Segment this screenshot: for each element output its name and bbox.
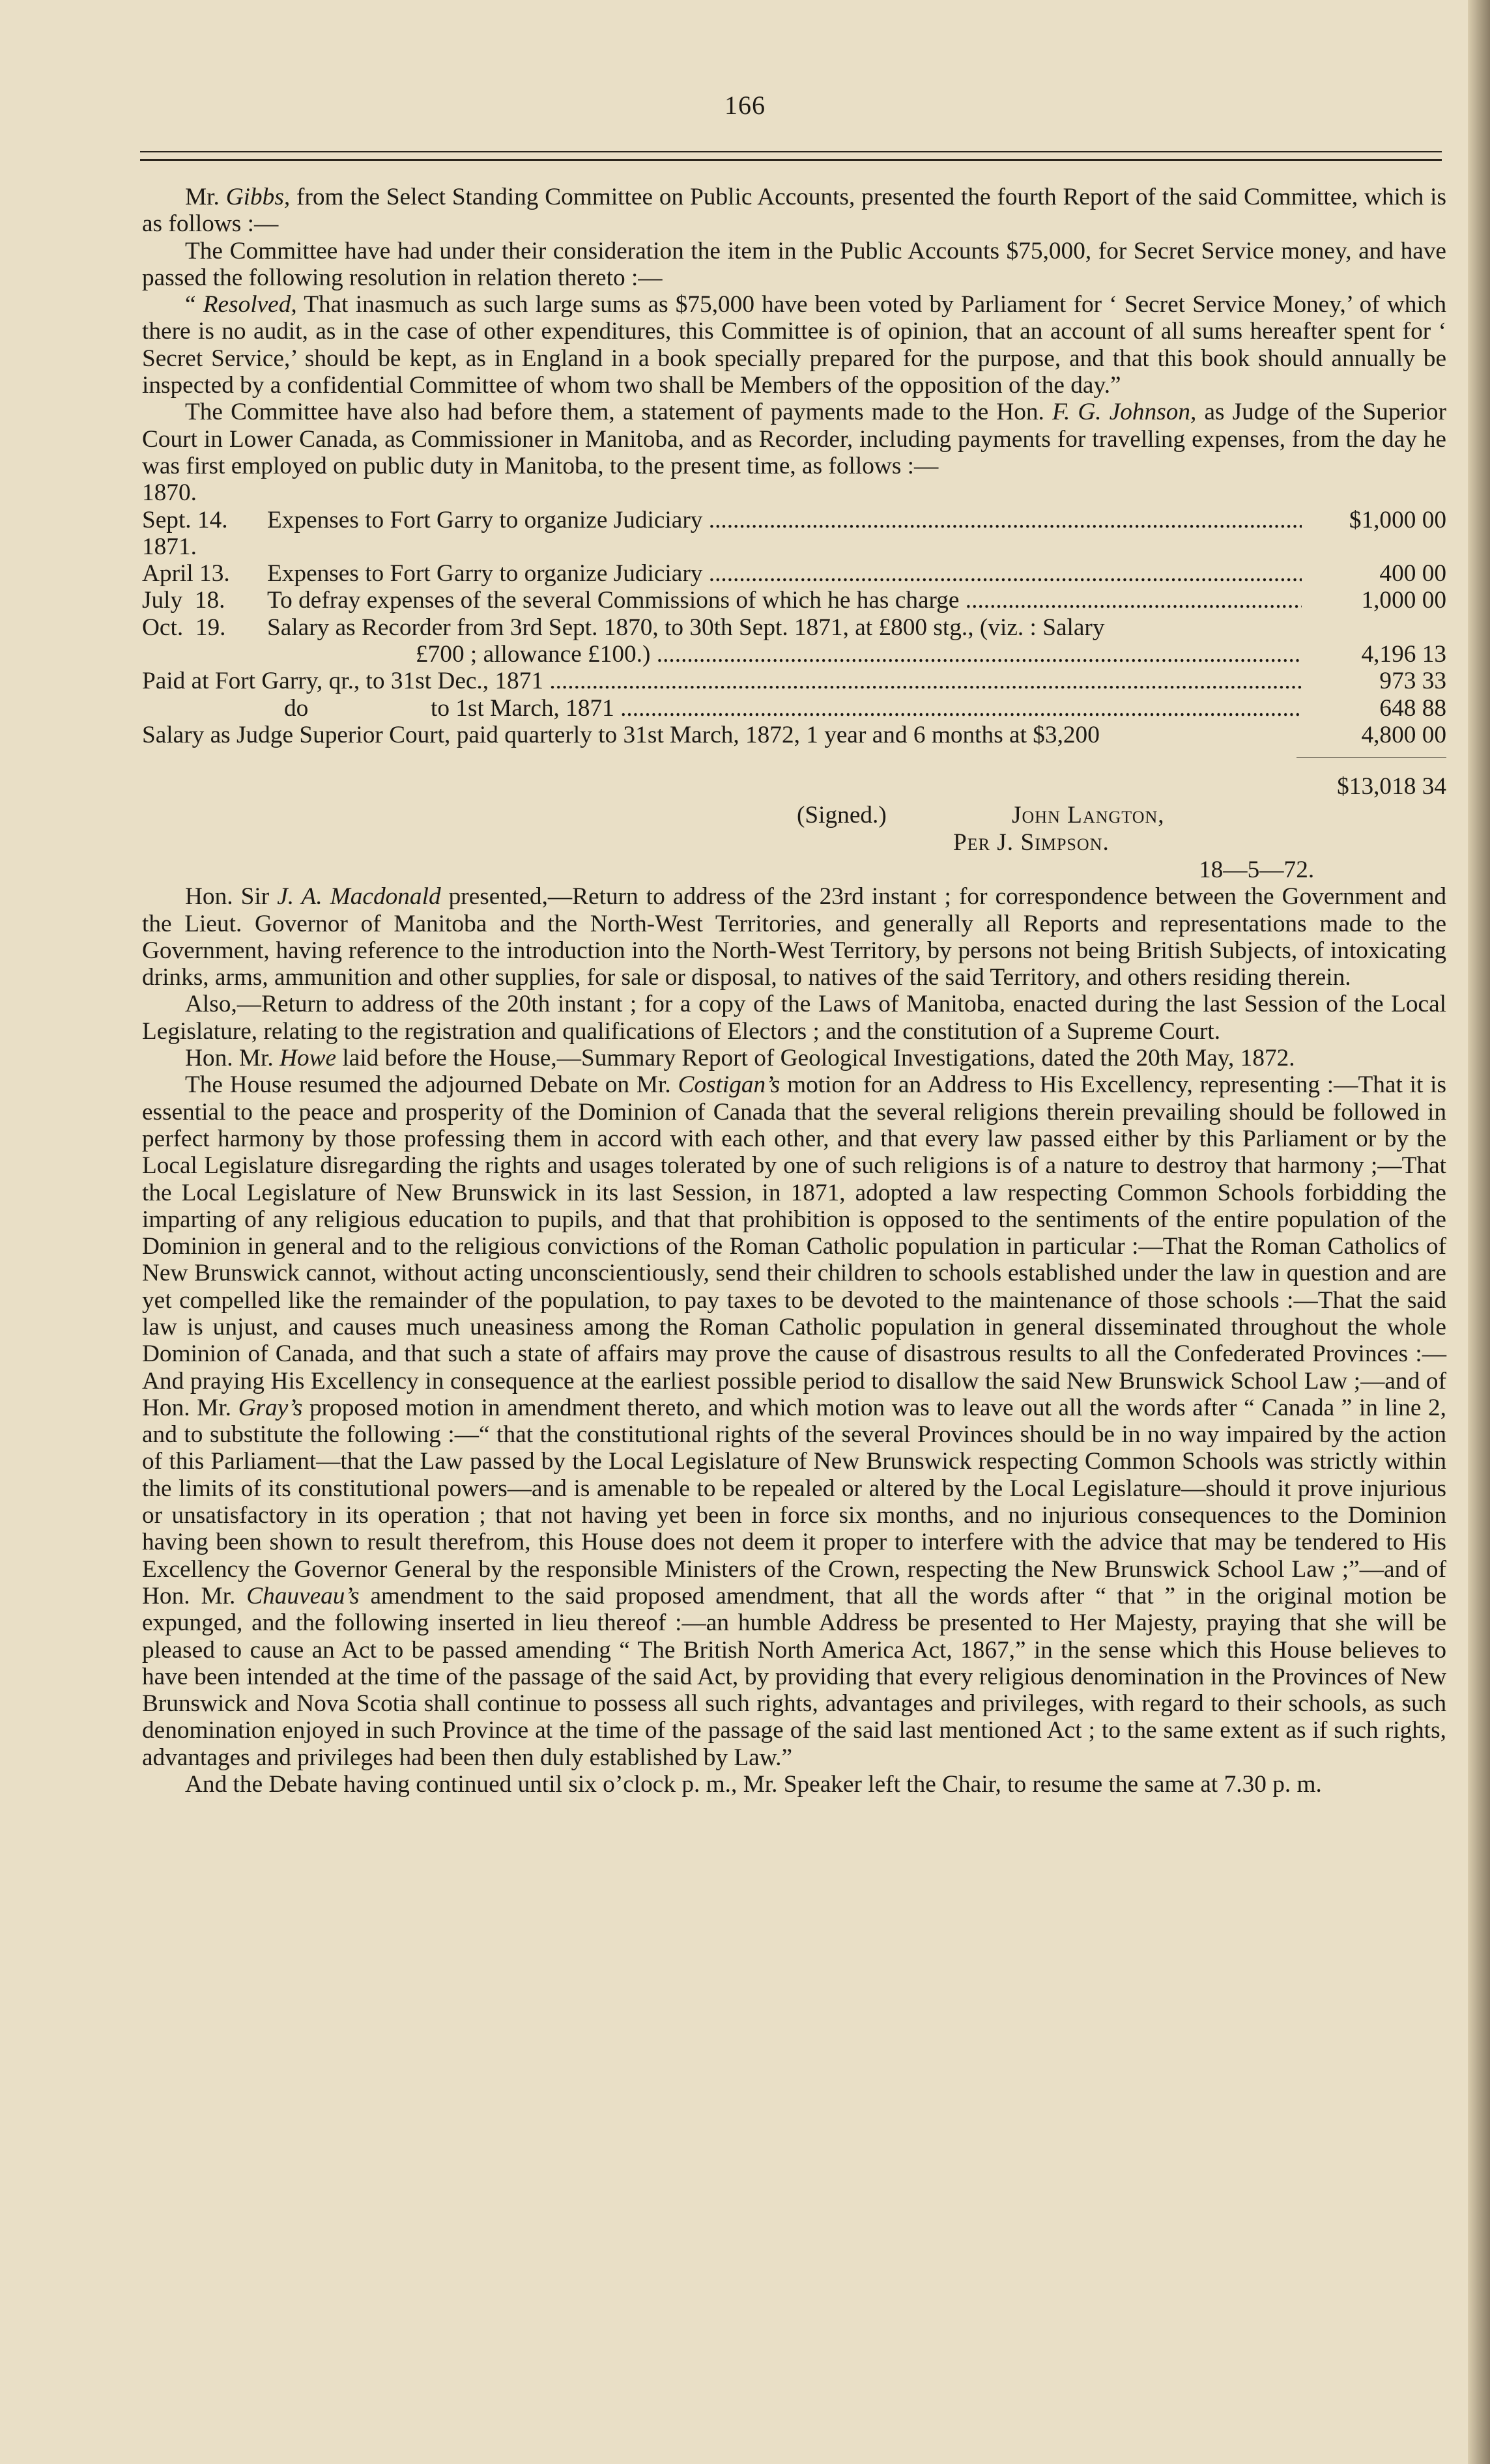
- ledger-amount: 400 00: [1379, 560, 1446, 588]
- adjournment-paragraph: And the Debate having continued until six o’clock p. m., Mr. Speaker left the Chair, to resume the same at 7.30 p. m.: [185, 1771, 1322, 1798]
- ledger-amount: $1,000 00: [1349, 506, 1446, 533]
- member-name: F. G. Johnson,: [1052, 399, 1197, 426]
- member-name: J. A. Macdonald: [277, 883, 441, 911]
- ledger-date: Oct. 19.: [142, 614, 226, 641]
- manitoba-laws-return-paragraph: Also,—Return to address of the 20th instant ; for a copy of the Laws of Manitoba, enacted during the last Session of the Local Legislature, relating to the registration and qualifications of Electors ; and the constitution of a Supreme Court.: [142, 991, 1446, 1045]
- page-number: 166: [724, 91, 766, 120]
- page-body: [142, 184, 1446, 1798]
- member-name: Chauveau’s: [246, 1582, 360, 1609]
- ledger-description: Expenses to Fort Garry to organize Judiciary .....: [267, 507, 1302, 533]
- member-name: Howe: [279, 1045, 337, 1072]
- ledger-amount: 4,800 00: [1361, 721, 1446, 748]
- ledger-total: $13,018 34: [1337, 773, 1446, 800]
- macdonald-return-paragraph: Hon. Sir J. A. Macdonald presented,—Return to address of the 23rd instant ; for correspondence between the Government and the Lieut. Governor of Manitoba and the North-West Territories, and generally all Reports and representations made to the Government, having reference to the introduction into the North-West Territory, by persons not being British Subjects, of intoxicating drinks, arms, ammunition and other supplies, for sale or disposal, to natives of the said Territory, and others residing therein.: [142, 883, 1446, 991]
- signature-date: 18—5—72.: [1199, 857, 1315, 884]
- report-presentation-paragraph: Mr. Gibbs, from the Select Standing Committee on Public Accounts, presented the fourth Report of the said Committee, which is as follows :—: [142, 184, 1446, 238]
- member-name: Gibbs,: [225, 184, 291, 210]
- resolution-paragraph: “ Resolved, That inasmuch as such large sums as $75,000 have been voted by Parliament for ‘ Secret Service Money,’ of which there is no audit, as in the case of other expenditures, this Committee is of opinion, that an account of all sums hereafter spent for ‘ Secret Service,’ should be kept, as in England in a book specially prepared for the purpose, and that this book should annually be inspected by a confidential Committee of whom two shall be Members of the opposition of the day.”: [142, 291, 1446, 399]
- member-name: Costigan’s: [678, 1071, 781, 1099]
- ledger-description: to 1st March, 1871 .....: [431, 695, 1302, 722]
- ledger-description: £700 ; allowance £100.) .....: [142, 641, 1302, 668]
- geological-report-paragraph: Hon. Mr. Howe laid before the House,—Summary Report of Geological Investigations, dated the 20th May, 1872.: [185, 1045, 1295, 1072]
- signatory-name: John Langton,: [1012, 802, 1165, 829]
- page-edge: [1468, 0, 1490, 2464]
- signatory-per: Per J. Simpson.: [953, 829, 1110, 857]
- ledger-amount: 648 88: [1379, 694, 1446, 722]
- ledger-amount: 1,000 00: [1361, 587, 1446, 614]
- debate-paragraph: The House resumed the adjourned Debate on Mr. Costigan’s motion for an Address to His Excellency, representing :—That it is essential to the peace and prosperity of the Dominion of Canada that the several religions therein prevailing should be followed in perfect harmony by those professing them in accord with each other, and that every law passed either by this Parliament or by the Local Legislature disregarding the rights and usages tolerated by one of such religions is of a nature to destroy that harmony ;—That the Local Legislature of New Brunswick in its last Session, in 1871, adopted a law respecting Common Schools forbidding the imparting of any religious education to pupils, and that that prohibition is opposed to the sentiments of the entire population of the Dominion in general and to the religious convictions of the Roman Catholic population in particular :—That the Roman Catholics of New Brunswick cannot, without acting unconscientiously, send their children to schools established under the law in question and are yet compelled like the remainder of the population, to pay taxes to be devoted to the maintenance of those schools :—That the said law is unjust, and causes much uneasiness among the Roman Catholic population in general disseminated throughout the whole Dominion of Canada, and that such a state of affairs may prove the cause of disastrous results to all the Confederated Provinces :—And praying His Excellency in consequence at the earliest possible period to disallow the said New Brunswick School Law ;—and of Hon. Mr. Gray’s proposed motion in amendment thereto, and which motion was to leave out all the words after “ Canada ” in line 2, and to substitute the following :—“ that the constitutional rights of the several Provinces should be in no way impaired by the action of this Parliament—that the Law passed by the Local Legislature of New Brunswick respecting Common Schools was strictly within the limits of its constitutional powers—and is amenable to be repealed or altered by the Local Legislature—should it prove injurious or unsatisfactory in its operation ; that not having yet been in force six months, and no injurious consequences to the Dominion having been shown to result therefrom, this House does not deem it proper to interfere with the advice that may be tendered to His Excellency the Governor General by the responsible Ministers of the Crown, respecting the New Brunswick School Law ;”—and of Hon. Mr. Chauveau’s amendment to the said proposed amendment, that all the words after “ that ” in the original motion be expunged, and the following inserted in lieu thereof :—an humble Address be presented to Her Majesty, praying that she will be pleased to cause an Act to be passed amending “ The British North America Act, 1867,” in the sense which this House believes to have been intended at the time of the passage of the said Act, by providing that every religious denomination in the Provinces of New Brunswick and Nova Scotia shall continue to possess all such rights, advantages and privileges, with regard to their schools, as such denomination enjoyed in such Province at the time of the passage of the said last mentioned Act ; to the same extent as if such rights, advantages and privileges had been then duly established by Law.”: [142, 1071, 1446, 1771]
- ledger-description: To defray expenses of the several Commissions of which he has charge .....: [267, 587, 1302, 614]
- ledger-amount: 973 33: [1379, 668, 1446, 695]
- ledger-description: Salary as Recorder from 3rd Sept. 1870, to 30th Sept. 1871, at £800 stg., (viz. : Salary: [267, 614, 1105, 641]
- resolved-word: Resolved,: [203, 291, 297, 319]
- ledger-date: April 13.: [142, 560, 230, 588]
- header-rule: [140, 151, 1442, 152]
- ledger-ditto: do: [284, 694, 309, 722]
- member-name: Gray’s: [238, 1394, 303, 1421]
- ledger-amount: 4,196 13: [1361, 641, 1446, 668]
- ledger-row: [142, 641, 1446, 668]
- ledger-row: [142, 668, 1446, 694]
- payments-statement-paragraph: The Committee have also had before them, a statement of payments made to the Hon. F. G. Johnson, as Judge of the Superior Court in Lower Canada, as Commissioner in Manitoba, and as Recorder, including payments for travelling expenses, from the day he was first employed on public duty in Manitoba, to the present time, as follows :—: [142, 399, 1446, 479]
- ledger-year: 1870.: [142, 479, 197, 507]
- ledger-description: Paid at Fort Garry, qr., to 31st Dec., 1871 .....: [142, 668, 1302, 694]
- header-rule-double: [140, 159, 1442, 161]
- committee-consideration-paragraph: The Committee have had under their consideration the item in the Public Accounts $75,000, for Secret Service money, and have passed the following resolution in relation thereto :—: [142, 237, 1446, 291]
- signature-block: [142, 748, 1446, 884]
- ledger-row: [142, 614, 1446, 641]
- ledger-row: [142, 695, 1446, 722]
- ledger-row: [142, 507, 1446, 533]
- payments-ledger: [142, 479, 1446, 884]
- ledger-row: [142, 587, 1446, 614]
- ledger-description: Expenses to Fort Garry to organize Judiciary .....: [267, 560, 1302, 587]
- ledger-row: [142, 560, 1446, 587]
- ledger-date: Sept. 14.: [142, 506, 228, 533]
- ledger-year: 1871.: [142, 533, 197, 560]
- ledger-row: [142, 722, 1446, 748]
- ledger-date: July 18.: [142, 587, 225, 614]
- signed-label: (Signed.): [797, 802, 887, 829]
- ledger-description: Salary as Judge Superior Court, paid quarterly to 31st March, 1872, 1 year and 6 months at $3,200: [142, 721, 1100, 748]
